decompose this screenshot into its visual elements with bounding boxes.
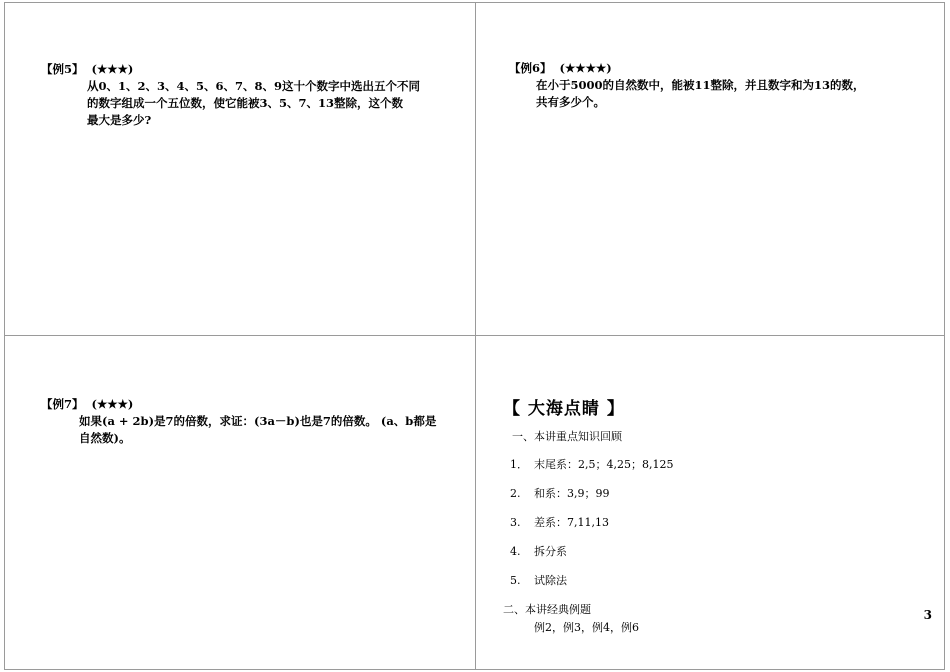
summary-item-number: 5. [510, 574, 521, 587]
panel-example-7 [4, 335, 476, 670]
summary-example-list: 例2，例3，例4，例6 [534, 621, 639, 634]
summary [503, 394, 673, 635]
summary-item [510, 485, 673, 501]
example-5-header [41, 61, 420, 78]
example-7-line: 如果(a + 2b)是7的倍数，求证：(3a－b)也是7的倍数。 (a、b都是 [79, 414, 437, 428]
example-7-line: 自然数)。 [79, 431, 131, 445]
example-6-body [509, 77, 865, 111]
summary-section-examples: 二、本讲经典例题 [503, 603, 591, 616]
summary-item [510, 456, 673, 472]
summary-item-text: 拆分系 [534, 545, 567, 558]
panel-summary [475, 335, 945, 670]
example-7 [41, 396, 436, 447]
summary-item [510, 514, 673, 530]
example-7-label: 【例7】 [41, 397, 84, 411]
summary-item-text: 试除法 [534, 574, 567, 587]
panel-example-6 [475, 2, 945, 336]
example-6 [509, 60, 865, 111]
example-5-line: 最大是多少? [87, 113, 152, 127]
summary-item-number: 1． [510, 458, 528, 471]
summary-item-text: 和系：3,9；99 [534, 487, 610, 500]
example-5-body [41, 78, 420, 129]
example-5-stars: (★★★) [91, 62, 134, 76]
summary-item [510, 572, 673, 588]
example-5-line: 从0、1、2、3、4、5、6、7、8、9这十个数字中选出五个不同 [87, 79, 421, 93]
summary-item-text: 差系：7,11,13 [534, 516, 609, 529]
page-number: 3 [923, 608, 932, 622]
example-6-line: 共有多少个。 [536, 95, 605, 109]
example-5-line: 的数字组成一个五位数，使它能被3、5、7、13整除，这个数 [87, 96, 404, 110]
example-7-stars: (★★★) [91, 397, 134, 411]
summary-item-text: 末尾系：2,5；4,25；8,125 [534, 458, 674, 471]
summary-item-number: 3. [510, 516, 521, 529]
summary-title: 【 大海点睛 】 [503, 399, 625, 419]
summary-item [510, 543, 673, 559]
example-7-body [41, 413, 436, 447]
summary-item-number: 4. [510, 545, 521, 558]
example-7-header [41, 396, 436, 413]
example-5-label: 【例5】 [41, 62, 84, 76]
example-6-header [509, 60, 865, 77]
example-6-stars: (★★★★) [559, 61, 612, 75]
panel-example-5 [4, 2, 476, 336]
summary-section-review: 一、本讲重点知识回顾 [512, 430, 622, 443]
example-6-label: 【例6】 [509, 61, 552, 75]
example-5 [41, 61, 420, 129]
example-6-line: 在小于5000的自然数中，能被11整除，并且数字和为13的数， [536, 78, 865, 92]
summary-item-number: 2. [510, 487, 521, 500]
